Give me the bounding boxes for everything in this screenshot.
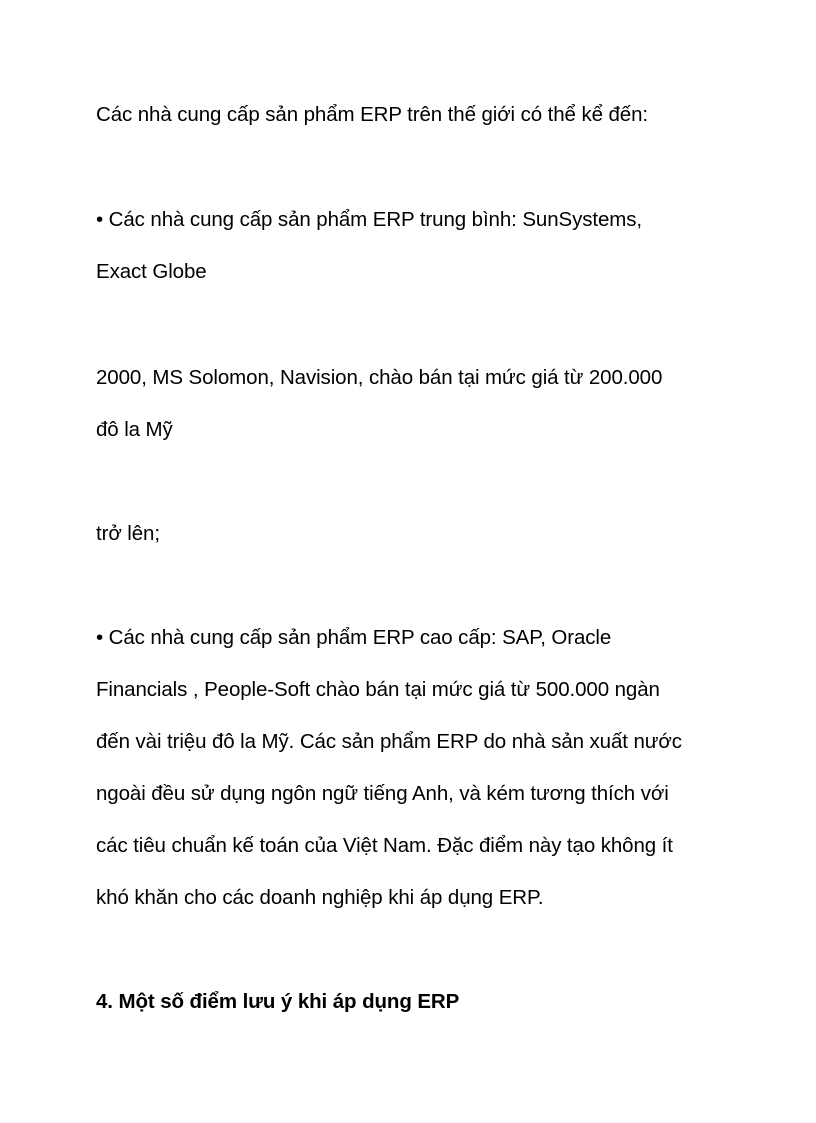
paragraph-mid-range-price-line-3: trở lên; <box>96 522 160 545</box>
intro-paragraph: Các nhà cung cấp sản phẩm ERP trên thế giới có thể kể đến: <box>96 103 648 126</box>
bullet-high-end-vendors-line-5: các tiêu chuẩn kế toán của Việt Nam. Đặc điểm này tạo không ít <box>96 834 673 857</box>
bullet-high-end-vendors-line-4: ngoài đều sử dụng ngôn ngữ tiếng Anh, và kém tương thích với <box>96 782 669 805</box>
bullet-high-end-vendors-line-1: • Các nhà cung cấp sản phẩm ERP cao cấp: SAP, Oracle <box>96 626 612 649</box>
paragraph-mid-range-price-line-2: đô la Mỹ <box>96 418 173 441</box>
bullet-high-end-vendors-line-2: Financials , People-Soft chào bán tại mức giá từ 500.000 ngàn <box>96 678 660 701</box>
bullet-mid-range-vendors-line-1: • Các nhà cung cấp sản phẩm ERP trung bình: SunSystems, <box>96 208 642 231</box>
bullet-high-end-vendors-line-6: khó khăn cho các doanh nghiệp khi áp dụng ERP. <box>96 886 544 909</box>
bullet-high-end-vendors-line-3: đến vài triệu đô la Mỹ. Các sản phẩm ERP do nhà sản xuất nước <box>96 730 682 753</box>
paragraph-mid-range-price-line-1: 2000, MS Solomon, Navision, chào bán tại mức giá từ 200.000 <box>96 366 663 389</box>
bullet-mid-range-vendors-line-2: Exact Globe <box>96 260 207 283</box>
section-heading: 4. Một số điểm lưu ý khi áp dụng ERP <box>96 990 460 1013</box>
